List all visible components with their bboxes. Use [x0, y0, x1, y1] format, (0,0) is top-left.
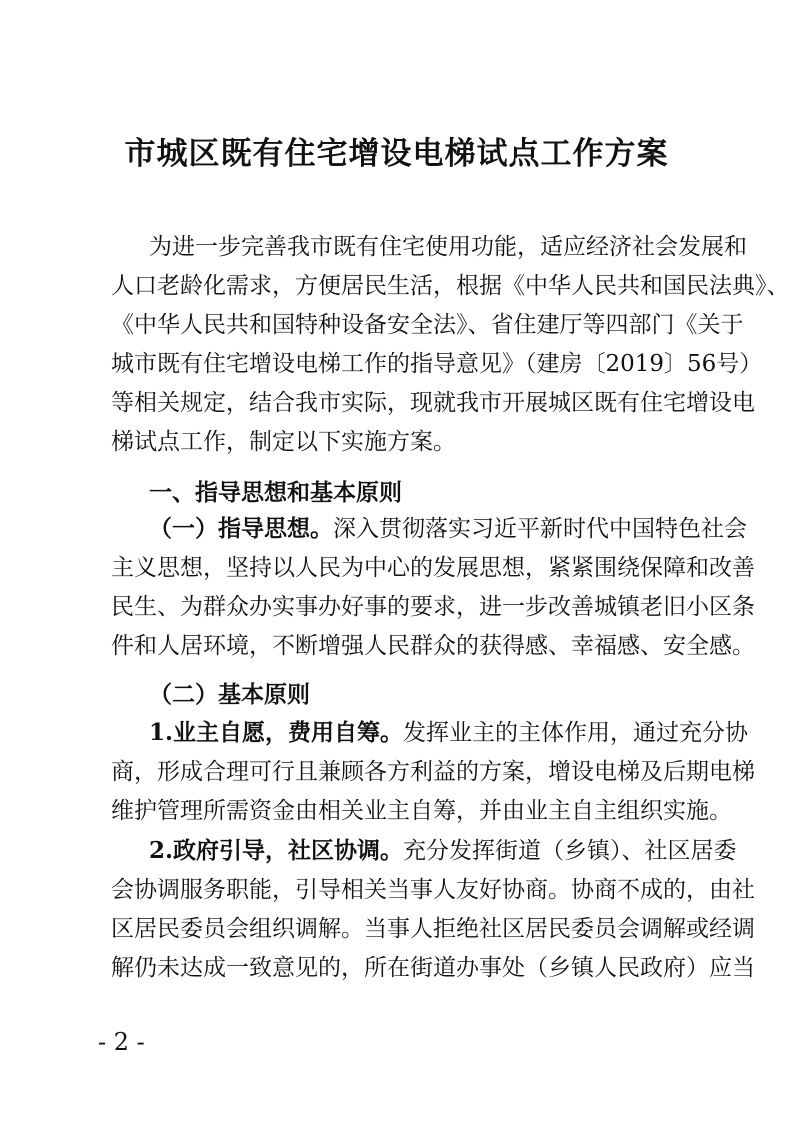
item1-first-line-text: 发挥业主的主体作用，通过充分协	[403, 720, 749, 746]
sub1-line-4: 件和人居环境，不断增强人民群众的获得感、幸福感、安全感。	[111, 633, 755, 659]
sub2-heading: （二）基本原则	[149, 682, 310, 708]
intro-line-1: 为进一步完善我市既有住宅使用功能，适应经济社会发展和	[149, 234, 747, 260]
sub1-heading: （一）指导思想。	[149, 515, 333, 542]
item1-first-line	[111, 718, 749, 748]
item1-line-2: 商，形成合理可行且兼顾各方利益的方案，增设电梯及后期电梯	[111, 759, 755, 785]
section-heading-1: 一、指导思想和基本原则	[149, 480, 402, 506]
intro-line-3: 《中华人民共和国特种设备安全法》、省住建厅等四部门《关于	[111, 312, 744, 338]
document-title: 市城区既有住宅增设电梯试点工作方案	[124, 136, 669, 172]
item2-line-4: 解仍未达成一致意见的，所在街道办事处（乡镇人民政府）应当	[111, 955, 755, 981]
page-number: - 2 -	[98, 1028, 145, 1056]
item2-first-line	[111, 836, 737, 866]
item2-first-line-text: 充分发挥街道（乡镇）、社区居委	[403, 838, 737, 864]
intro-line-2: 人口老龄化需求，方便居民生活，根据《中华人民共和国民法典》、	[111, 273, 790, 299]
sub1-first-line	[111, 514, 747, 544]
intro-line-5: 等相关规定，结合我市实际，现就我市开展城区既有住宅增设电	[111, 390, 755, 416]
item2-heading: 2.政府引导，社区协调。	[149, 837, 404, 864]
item1-line-3: 维护管理所需资金由相关业主自筹，并由业主自主组织实施。	[111, 798, 732, 824]
sub1-line-3: 民生、为群众办实事办好事的要求，进一步改善城镇老旧小区条	[111, 594, 755, 620]
intro-line-4: 城市既有住宅增设电梯工作的指导意见》（建房〔2019〕56号）	[111, 351, 763, 377]
sub1-line-2: 主义思想，坚持以人民为中心的发展思想，紧紧围绕保障和改善	[111, 555, 755, 581]
item1-heading: 1.业主自愿，费用自筹。	[149, 719, 404, 746]
item2-line-3: 区居民委员会组织调解。当事人拒绝社区居民委员会调解或经调	[111, 916, 755, 942]
item2-line-2: 会协调服务职能，引导相关当事人友好协商。协商不成的，由社	[111, 877, 755, 903]
sub1-first-line-text: 深入贯彻落实习近平新时代中国特色社会	[333, 516, 747, 542]
intro-line-6: 梯试点工作，制定以下实施方案。	[111, 429, 456, 455]
